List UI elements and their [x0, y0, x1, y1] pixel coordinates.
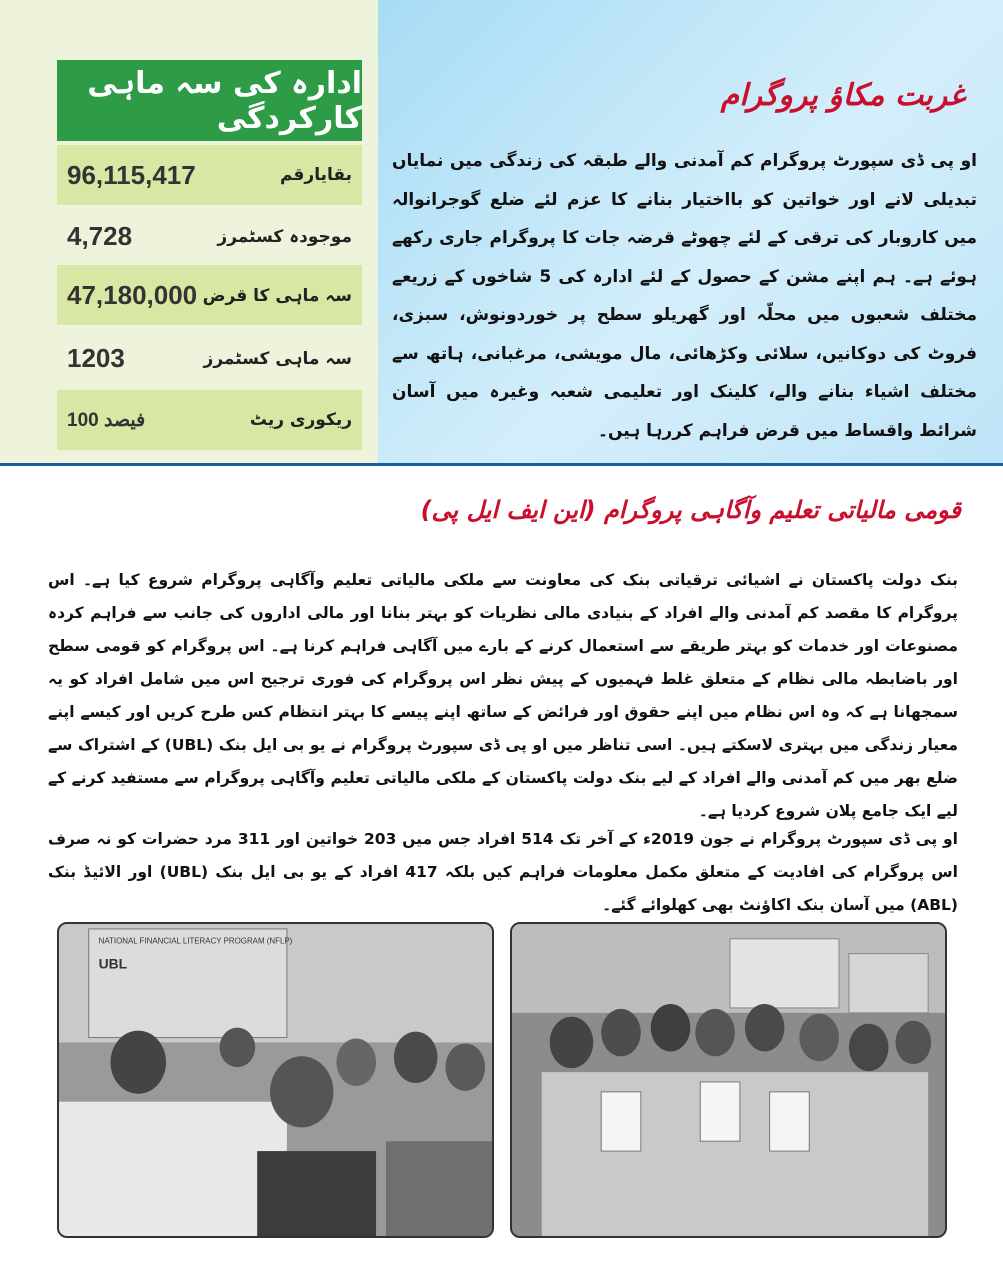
stat-value: 96,115,417 [67, 159, 196, 190]
stat-value: 100 فیصد [67, 409, 146, 431]
stat-row-current-customers [57, 206, 362, 266]
stat-label: سہ ماہی کسٹمرز [203, 348, 352, 369]
stat-row-quarterly-customers [57, 328, 362, 388]
stat-label: ریکوری ریٹ [249, 410, 352, 430]
nflp-paragraph-2: او پی ڈی سپورٹ پروگرام نے جون 2019ء کے آخر تک 514 افراد جس میں 203 خواتین اور 311 مرد حضرات کو نہ صرف اس پروگرام کی افادیت کے متعلق مکمل معلومات فراہم کیں بلکہ 417 افراد کے یو بی ایل بنک (UBL) اور الائیڈ بنک (ABL) میں آسان بنک اکاؤنٹ بھی کھلوائے گئے۔ [48, 830, 958, 914]
top-section [0, 0, 1003, 463]
stat-row-outstanding-amount [57, 145, 362, 205]
quarterly-performance-panel [0, 0, 378, 463]
banner-logo: UBL [98, 955, 128, 972]
banner-text: NATIONAL FINANCIAL LITERACY PROGRAM (NFLP) [98, 936, 293, 946]
photo-classroom-session [57, 922, 494, 1238]
financial-literacy-section [0, 466, 1003, 1280]
stats-header: ادارہ کی سہ ماہی کارکردگی [57, 60, 362, 141]
stat-row-quarterly-loan [57, 265, 362, 325]
nflp-title: قومی مالیاتی تعلیم وآگاہی پروگرام (این ایف ایل پی) [420, 496, 961, 524]
stat-value: 1203 [67, 342, 125, 373]
photo-group-participants [510, 922, 947, 1238]
stat-value: 47,180,000 [67, 279, 198, 310]
nflp-paragraph-1: بنک دولت پاکستان نے اشیائی ترقیاتی بنک کی معاونت سے ملکی مالیاتی تعلیم وآگاہی پروگرام شروع کیا ہے۔ اس پروگرام کا مقصد کم آمدنی والے افراد کے بنیادی مالی نظریات کو بہتر بنانا اور مالی اداروں کی جانب سے فراہم کردہ مصنوعات اور خدمات کو بہتر طریقے سے استعمال کرنے کے بارے میں آگاہی فراہم کرنا ہے۔ اس پروگرام کو قومی سطح اور باضابطہ مالی نظام کے متعلق غلط فہمیوں کے پیش نظر اس پروگرام کی فوری ترجیح اس میں شامل افراد کو یہ سمجھانا ہے کہ وہ اس نظام میں اپنے حقوق اور فرائض کے ساتھ اپنے پیسے کا بہتر انتظام کس طرح کریں اور کیسے اپنے معیار زندگی میں بہتری لاسکتے ہیں۔ اسی تناظر میں او پی ڈی سپورٹ پروگرام نے یو بی ایل بنک (UBL) کے اشتراک سے ضلع بھر میں کم آمدنی والے افراد کے لیے بنک دولت پاکستان کے ملکی مالیاتی تعلیم وآگاہی پروگرام سے مستفید کرنے کے لیے ایک جامع پلان شروع کردیا ہے۔ [48, 571, 958, 820]
stat-label: موجودہ کسٹمرز [217, 226, 352, 247]
stat-value: 4,728 [67, 220, 133, 251]
program-title: غربت مکاؤ پروگرام [720, 78, 965, 113]
stat-label: سہ ماہی کا قرض [202, 285, 352, 306]
program-description: او پی ڈی سپورٹ پروگرام کم آمدنی والے طبقہ کی زندگی میں نمایاں تبدیلی لانے اور خواتین کو بااختیار بنانے کا عزم لئے ضلع گوجرانوالہ میں کاروبار کی ترقی کے لئے چھوٹے قرضہ جات کا پروگرام جاری رکھے ہوئے ہے۔ ہم اپنے مشن کے حصول کے لئے ادارہ کی 5 شاخوں کے زریعے مختلف شعبوں میں محلّہ اور گھریلو سطح پر خوردونوش، سبزی، فروٹ کی دوکانیں، سلائی وکڑھائی، مال مویشی، مرغبانی، ہاتھ سے مختلف اشیاء بنانے والے، کلینک اور تعلیمی شعبہ وغیرہ میں آسان شرائط واقساط میں قرض فراہم کررہا ہیں۔ [392, 151, 977, 441]
stat-label: بقایارقم [279, 165, 352, 185]
stat-row-recovery-rate [57, 390, 362, 450]
